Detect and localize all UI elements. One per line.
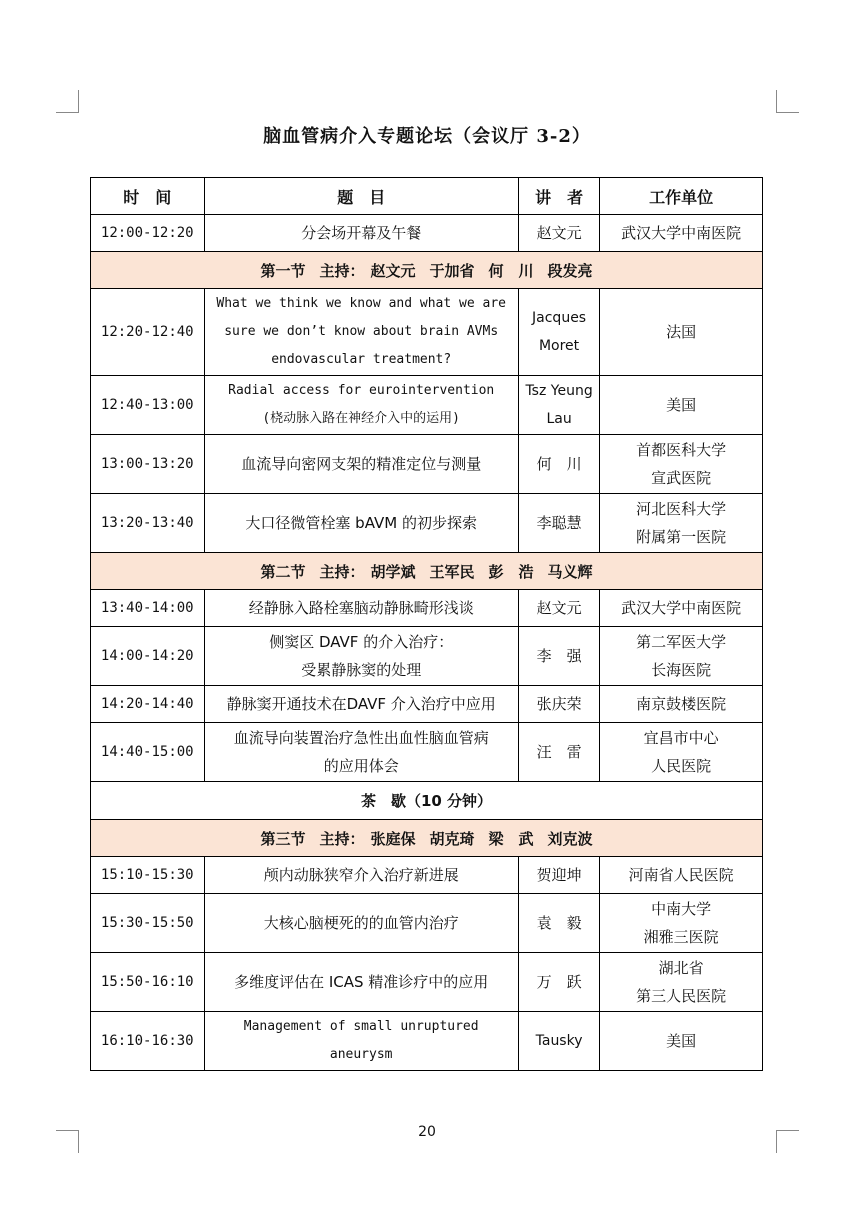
header-unit: 工作单位 <box>600 178 763 215</box>
section-host-name: 张庭保 <box>370 829 416 848</box>
row-unit: 河北医科大学 附属第一医院 <box>600 494 763 553</box>
header-time: 时 间 <box>91 178 205 215</box>
row-speaker: 李 强 <box>518 627 599 686</box>
row-speaker: 万 跃 <box>518 953 599 1012</box>
row-speaker: 汪 雷 <box>518 723 599 782</box>
row-time: 14:40-15:00 <box>91 723 205 782</box>
section-host-name: 段发亮 <box>547 261 593 280</box>
row-time: 13:20-13:40 <box>91 494 205 553</box>
row-topic: 多维度评估在 ICAS 精准诊疗中的应用 <box>204 953 518 1012</box>
section-host-name: 于加省 <box>429 261 475 280</box>
section-label: 第一节 <box>260 261 306 280</box>
page-number: 20 <box>418 1124 436 1140</box>
table-row <box>91 894 763 953</box>
row-topic: 大口径微管栓塞 bAVM 的初步探索 <box>204 494 518 553</box>
row-time: 14:20-14:40 <box>91 686 205 723</box>
section-host-label: 主持： <box>319 829 365 848</box>
row-time: 15:10-15:30 <box>91 857 205 894</box>
table-header-row <box>91 178 763 215</box>
crop-mark-top-right <box>776 90 799 113</box>
row-time: 12:00-12:20 <box>91 215 205 252</box>
row-speaker: Tausky <box>518 1012 599 1071</box>
table-row <box>91 953 763 1012</box>
tea-break-label: 茶 歇（10 分钟） <box>91 782 763 820</box>
crop-mark-top-left <box>56 90 79 113</box>
row-unit: 武汉大学中南医院 <box>600 590 763 627</box>
table-row <box>91 857 763 894</box>
table-row <box>91 376 763 435</box>
row-unit: 首都医科大学 宣武医院 <box>600 435 763 494</box>
row-unit: 第二军医大学 长海医院 <box>600 627 763 686</box>
row-speaker: Tsz Yeung Lau <box>518 376 599 435</box>
section-host-label: 主持： <box>319 261 365 280</box>
row-topic: 血流导向密网支架的精准定位与测量 <box>204 435 518 494</box>
section-host-name: 王军民 <box>429 562 475 581</box>
row-unit: 美国 <box>600 376 763 435</box>
row-topic: Management of small unruptured aneurysm <box>204 1012 518 1071</box>
table-row <box>91 627 763 686</box>
row-topic: Radial access for eurointervention (桡动脉入路在神经介入中的运用) <box>204 376 518 435</box>
row-unit: 中南大学 湘雅三医院 <box>600 894 763 953</box>
table-row <box>91 494 763 553</box>
row-topic: 血流导向装置治疗急性出血性脑血管病 的应用体会 <box>204 723 518 782</box>
table-row <box>91 435 763 494</box>
row-unit: 湖北省 第三人民医院 <box>600 953 763 1012</box>
section-host-name: 彭 浩 <box>488 562 534 581</box>
row-speaker: 赵文元 <box>518 215 599 252</box>
section-host-name: 刘克波 <box>547 829 593 848</box>
row-topic: 颅内动脉狭窄介入治疗新进展 <box>204 857 518 894</box>
section-header-1 <box>91 252 763 289</box>
row-time: 13:00-13:20 <box>91 435 205 494</box>
row-unit: 河南省人民医院 <box>600 857 763 894</box>
section-header-2 <box>91 553 763 590</box>
row-unit: 宜昌市中心 人民医院 <box>600 723 763 782</box>
row-time: 12:40-13:00 <box>91 376 205 435</box>
section-host-name: 胡克琦 <box>429 829 475 848</box>
row-unit: 武汉大学中南医院 <box>600 215 763 252</box>
table-row <box>91 723 763 782</box>
row-unit: 美国 <box>600 1012 763 1071</box>
section-host-name: 马义辉 <box>547 562 593 581</box>
table-row <box>91 1012 763 1071</box>
section-host-name: 何 川 <box>488 261 534 280</box>
row-speaker: 贺迎坤 <box>518 857 599 894</box>
row-time: 15:50-16:10 <box>91 953 205 1012</box>
table-row <box>91 590 763 627</box>
section-label: 第三节 <box>260 829 306 848</box>
table-row <box>91 686 763 723</box>
section-label: 第二节 <box>260 562 306 581</box>
table-row <box>91 289 763 376</box>
row-topic: 经静脉入路栓塞脑动静脉畸形浅谈 <box>204 590 518 627</box>
section-header-3 <box>91 820 763 857</box>
row-unit: 南京鼓楼医院 <box>600 686 763 723</box>
row-time: 13:40-14:00 <box>91 590 205 627</box>
row-speaker: 张庆荣 <box>518 686 599 723</box>
page-title: 脑血管病介入专题论坛（会议厅 3-2） <box>263 126 591 147</box>
row-time: 16:10-16:30 <box>91 1012 205 1071</box>
row-time: 12:20-12:40 <box>91 289 205 376</box>
header-topic: 题 目 <box>204 178 518 215</box>
row-topic: 静脉窦开通技术在DAVF 介入治疗中应用 <box>204 686 518 723</box>
row-speaker: 李聪慧 <box>518 494 599 553</box>
row-time: 15:30-15:50 <box>91 894 205 953</box>
row-time: 14:00-14:20 <box>91 627 205 686</box>
row-unit: 法国 <box>600 289 763 376</box>
row-topic: 大核心脑梗死的的血管内治疗 <box>204 894 518 953</box>
opening-row <box>91 215 763 252</box>
section-host-name: 赵文元 <box>370 261 416 280</box>
section-host-name: 胡学斌 <box>370 562 416 581</box>
section-host-name: 梁 武 <box>488 829 534 848</box>
row-topic: 侧窦区 DAVF 的介入治疗： 受累静脉窦的处理 <box>204 627 518 686</box>
header-speaker: 讲 者 <box>518 178 599 215</box>
row-speaker: 何 川 <box>518 435 599 494</box>
row-topic: What we think we know and what we are sure we don’t know about brain AVMs endovascular treatment? <box>204 289 518 376</box>
section-host-label: 主持： <box>319 562 365 581</box>
row-speaker: Jacques Moret <box>518 289 599 376</box>
row-speaker: 赵文元 <box>518 590 599 627</box>
row-topic: 分会场开幕及午餐 <box>204 215 518 252</box>
tea-break-row <box>91 782 763 820</box>
schedule-table <box>90 177 763 1071</box>
row-speaker: 袁 毅 <box>518 894 599 953</box>
